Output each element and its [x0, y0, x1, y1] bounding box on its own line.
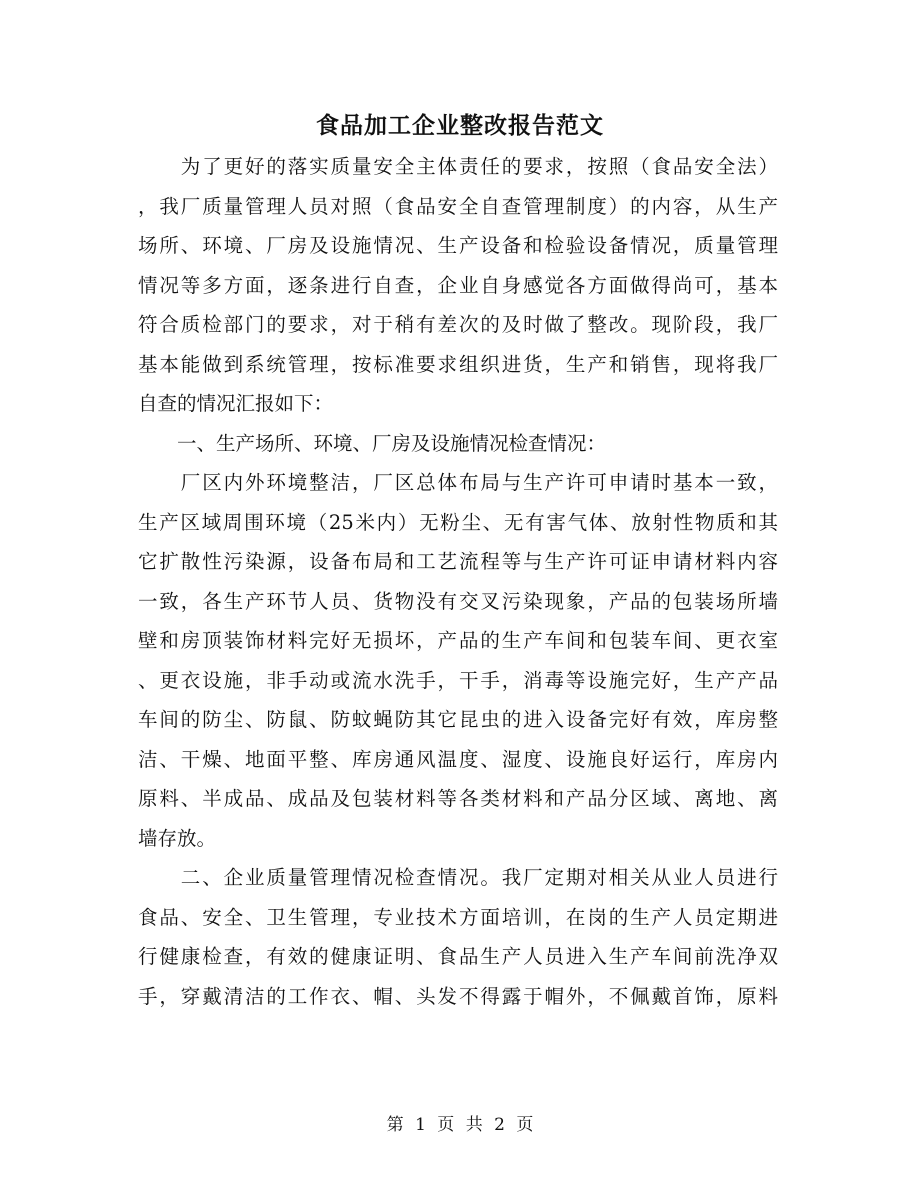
body-line: 壁和房顶装饰材料完好无损坏，产品的生产车间和包装车间、更衣室: [138, 629, 778, 652]
body-line: 情况等多方面，逐条进行自查，企业自身感觉各方面做得尚可，基本: [138, 273, 778, 297]
body-line: 它扩散性污染源，设备布局和工艺流程等与生产许可证申请材料内容: [138, 550, 778, 573]
body-line: ，我厂质量管理人员对照（食品安全自查管理制度）的内容，从生产: [138, 194, 778, 218]
body-line: 墙存放。: [138, 826, 217, 850]
body-line: 食品、安全、卫生管理，专业技术方面培训，在岗的生产人员定期进: [138, 905, 778, 929]
body-line: 手，穿戴清洁的工作衣、帽、头发不得露于帽外，不佩戴首饰，原料: [138, 984, 778, 1008]
document-title: 食品加工企业整改报告范文: [316, 112, 604, 139]
page-footer: 第 1 页 共 2 页: [386, 1115, 534, 1135]
body-line: 洁、干燥、地面平整、库房通风温度、湿度、设施良好运行，库房内: [138, 747, 778, 771]
body-line: 车间的防尘、防鼠、防蚊蝇防其它昆虫的进入设备完好有效，库房整: [138, 708, 778, 731]
body-line: 自查的情况汇报如下：: [138, 392, 334, 415]
body-line: 、更衣设施，非手动或流水洗手，干手，消毒等设施完好，生产产品: [138, 668, 778, 692]
body-line: 厂区内外环境整洁，厂区总体布局与生产许可申请时基本一致，: [138, 471, 778, 494]
section-heading: 一、生产场所、环境、厂房及设施情况检查情况：: [138, 431, 607, 455]
body-line: 二、企业质量管理情况检查情况。我厂定期对相关从业人员进行: [138, 866, 778, 889]
body-line: 为了更好的落实质量安全主体责任的要求，按照（食品安全法）: [138, 155, 778, 178]
body-line: 行健康检查，有效的健康证明、食品生产人员进入生产车间前洗净双: [138, 945, 778, 968]
body-line: 场所、环境、厂房及设施情况、生产设备和检验设备情况，质量管理: [138, 234, 778, 257]
body-line: 基本能做到系统管理，按标准要求组织进货，生产和销售，现将我厂: [138, 352, 778, 376]
body-line: 一致，各生产环节人员、货物没有交叉污染现象，产品的包装场所墙: [138, 589, 778, 613]
body-line: 原料、半成品、成品及包装材料等各类材料和产品分区域、离地、离: [138, 787, 778, 810]
body-line: 符合质检部门的要求，对于稍有差次的及时做了整改。现阶段，我厂: [138, 313, 778, 336]
body-line: 生产区域周围环境（25米内）无粉尘、无有害气体、放射性物质和其: [138, 510, 778, 534]
